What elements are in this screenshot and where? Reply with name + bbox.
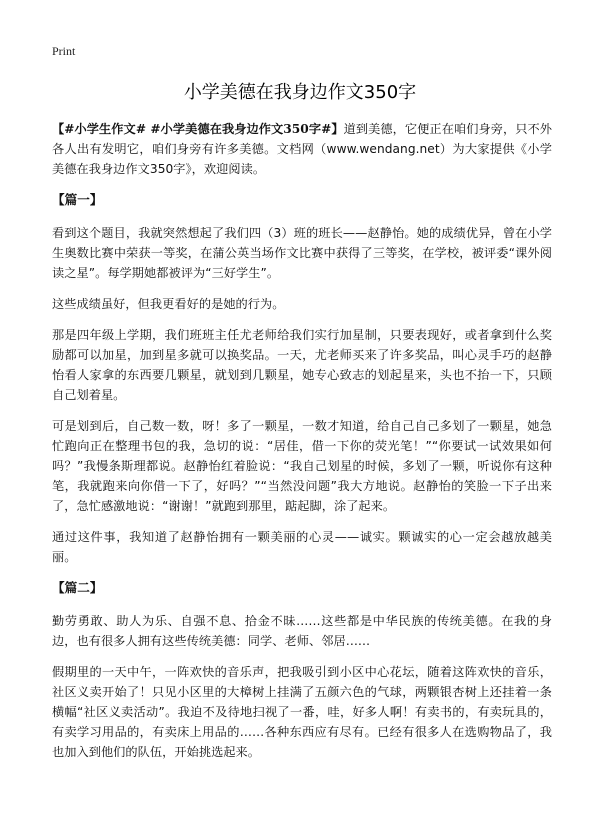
section-2-paragraph-1: 勤劳勇敢、助人为乐、自强不息、拾金不昧……这些都是中华民族的传统美德。在我的身边，也有很多人拥有这些传统美德：同学、老师、邻居…… (52, 614, 552, 648)
print-label: Print (52, 44, 76, 58)
intro-paragraph (52, 119, 552, 179)
section-1-paragraph-3: 那是四年级上学期，我们班班主任尤老师给我们实行加星制，只要表现好，或者拿到什么奖励都可以加星，加到星多就可以换奖品。一天，尤老师买来了许多奖品，叫心灵手巧的赵静怡看人家拿的东西要几颗星，就划到几颗星，她专心致志的划起星来，头也不抬一下，只顾自己划着星。 (52, 328, 552, 402)
intro-tag: 【#小学生作文# #小学美德在我身边作文350字#】 (52, 122, 344, 136)
page-title: 小学美德在我身边作文350字 (183, 82, 417, 103)
intro-text: 道到美德，它便正在咱们身旁，只不外各人出有发明它，咱们身旁有许多美德。文档网（www.wendang.net）为大家提供《小学美德在我身边作文350字》，欢迎阅读。 (52, 122, 552, 176)
section-1-paragraph-1: 看到这个题目，我就突然想起了我们四（3）班的班长——赵静怡。她的成绩优异，曾在小学生奥数比赛中荣获一等奖，在蒲公英当场作文比赛中获得了三等奖，在学校，被评委“课外阅读之星”。每学期她都被评为“三好学生”。 (52, 226, 552, 280)
section-1-paragraph-2: 这些成绩虽好，但我更看好的是她的行为。 (52, 297, 285, 311)
section-heading-1: 【篇一】 (52, 192, 103, 207)
section-1-paragraph-4: 可是划到后，自己数一数，呀！多了一颗星，一数才知道，给自己自己多划了一颗星，她急忙跑向正在整理书包的我，急切的说：“居佳，借一下你的荧光笔！”“你要试一试效果如何吗？”我慢条斯理都说。赵静怡红着脸说：“我自己划星的时候，多划了一颗，听说你有这种笔，我就跑来向你借一下了，好吗？”“当然没问题”我大方地说。赵静怡的笑脸一下子出来了，急忙感激地说：“谢谢！”就跑到那里，踮起脚，涂了起来。 (52, 419, 552, 513)
section-heading-2: 【篇二】 (52, 580, 103, 595)
section-2-paragraph-2: 假期里的一天中午，一阵欢快的音乐声，把我吸引到小区中心花坛，随着这阵欢快的音乐，社区义卖开始了！只见小区里的大樟树上挂满了五颜六色的气球，两颗银杏树上还挂着一条横幅“社区义卖活动”。我迫不及待地扫视了一番，哇，好多人啊！有卖书的，有卖玩具的，有卖学习用品的，有卖床上用品的……各种东西应有尽有。已经有很多人在选购物品了，我也加入到他们的队伍，开始挑选起来。 (52, 665, 552, 759)
section-1-paragraph-5: 通过这件事，我知道了赵静怡拥有一颗美丽的心灵——诚实。颗诚实的心一定会越放越美丽。 (52, 530, 552, 564)
article-body (52, 119, 552, 773)
